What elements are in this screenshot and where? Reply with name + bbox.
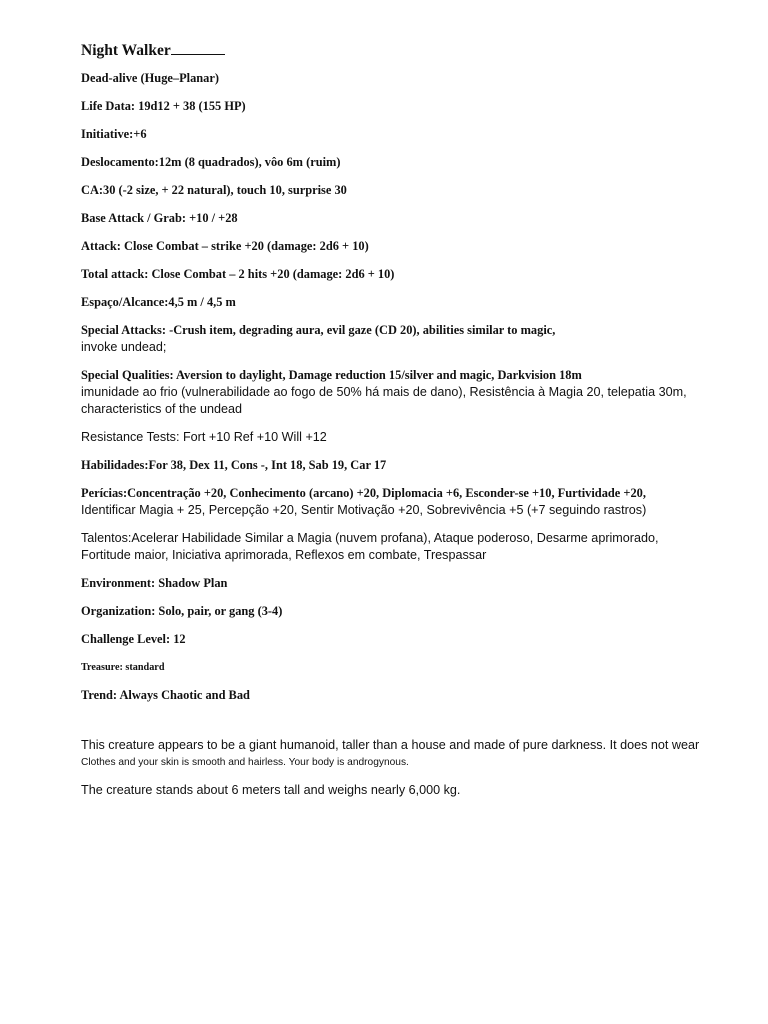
creature-type: Dead-alive (Huge–Planar)	[81, 71, 219, 85]
talentos-line-2: Fortitude maior, Iniciativa aprimorada, Reflexos em combate, Trespassar	[81, 548, 487, 562]
trend: Trend: Always Chaotic and Bad	[81, 688, 250, 702]
espaco-alcance: Espaço/Alcance:4,5 m / 4,5 m	[81, 295, 236, 309]
talentos-line-1: Talentos:Acelerar Habilidade Similar a Magia (nuvem profana), Ataque poderoso, Desarme aprimorado,	[81, 531, 659, 545]
life-data: Life Data: 19d12 + 38 (155 HP)	[81, 99, 246, 113]
habilidades: Habilidades:For 38, Dex 11, Cons -, Int 18, Sab 19, Car 17	[81, 458, 387, 472]
organization: Organization: Solo, pair, or gang (3-4)	[81, 604, 283, 618]
total-attack: Total attack: Close Combat – 2 hits +20 (damage: 2d6 + 10)	[81, 267, 395, 281]
treasure: Treasure: standard	[81, 662, 165, 673]
description-paragraph-1	[81, 737, 721, 771]
talentos	[81, 530, 721, 564]
resistance-tests: Resistance Tests: Fort +10 Ref +10 Will +12	[81, 430, 327, 444]
stat-block-document	[81, 40, 721, 799]
special-attacks-line-1: Special Attacks: -Crush item, degrading aura, evil gaze (CD 20), abilities similar to magic,	[81, 323, 556, 337]
special-qualities-line-1: Special Qualities: Aversion to daylight, Damage reduction 15/silver and magic, Darkvision 18m	[81, 368, 582, 382]
title-underline	[171, 40, 225, 55]
page-title	[81, 40, 721, 61]
pericias-line-1: Perícias:Concentração +20, Conhecimento (arcano) +20, Diplomacia +6, Esconder-se +10, Furtividade +20,	[81, 486, 646, 500]
special-attacks	[81, 322, 721, 356]
description-line-1: This creature appears to be a giant humanoid, taller than a house and made of pure darkness. It does not wear	[81, 738, 700, 752]
initiative: Initiative:+6	[81, 127, 147, 141]
pericias-line-2: Identificar Magia + 25, Percepção +20, Sentir Motivação +20, Sobrevivência +5 (+7 seguindo rastros)	[81, 503, 647, 517]
special-qualities-line-2: imunidade ao frio (vulnerabilidade ao fogo de 50% há mais de dano), Resistência à Magia 20, telepatia 30m,	[81, 385, 687, 399]
title-text: Night Walker	[81, 42, 171, 59]
section-spacer	[81, 704, 721, 737]
base-attack: Base Attack / Grab: +10 / +28	[81, 211, 238, 225]
special-attacks-line-2: invoke undead;	[81, 340, 167, 354]
attack: Attack: Close Combat – strike +20 (damage: 2d6 + 10)	[81, 239, 369, 253]
special-qualities	[81, 367, 721, 418]
deslocamento: Deslocamento:12m (8 quadrados), vôo 6m (ruim)	[81, 155, 341, 169]
armor-class: CA:30 (-2 size, + 22 natural), touch 10, surprise 30	[81, 183, 347, 197]
description-line-2: Clothes and your skin is smooth and hairless. Your body is androgynous.	[81, 757, 409, 768]
special-qualities-line-3: characteristics of the undead	[81, 402, 243, 416]
pericias	[81, 485, 721, 519]
challenge-level: Challenge Level: 12	[81, 632, 186, 646]
description-paragraph-2: The creature stands about 6 meters tall and weighs nearly 6,000 kg.	[81, 783, 461, 797]
environment: Environment: Shadow Plan	[81, 576, 228, 590]
